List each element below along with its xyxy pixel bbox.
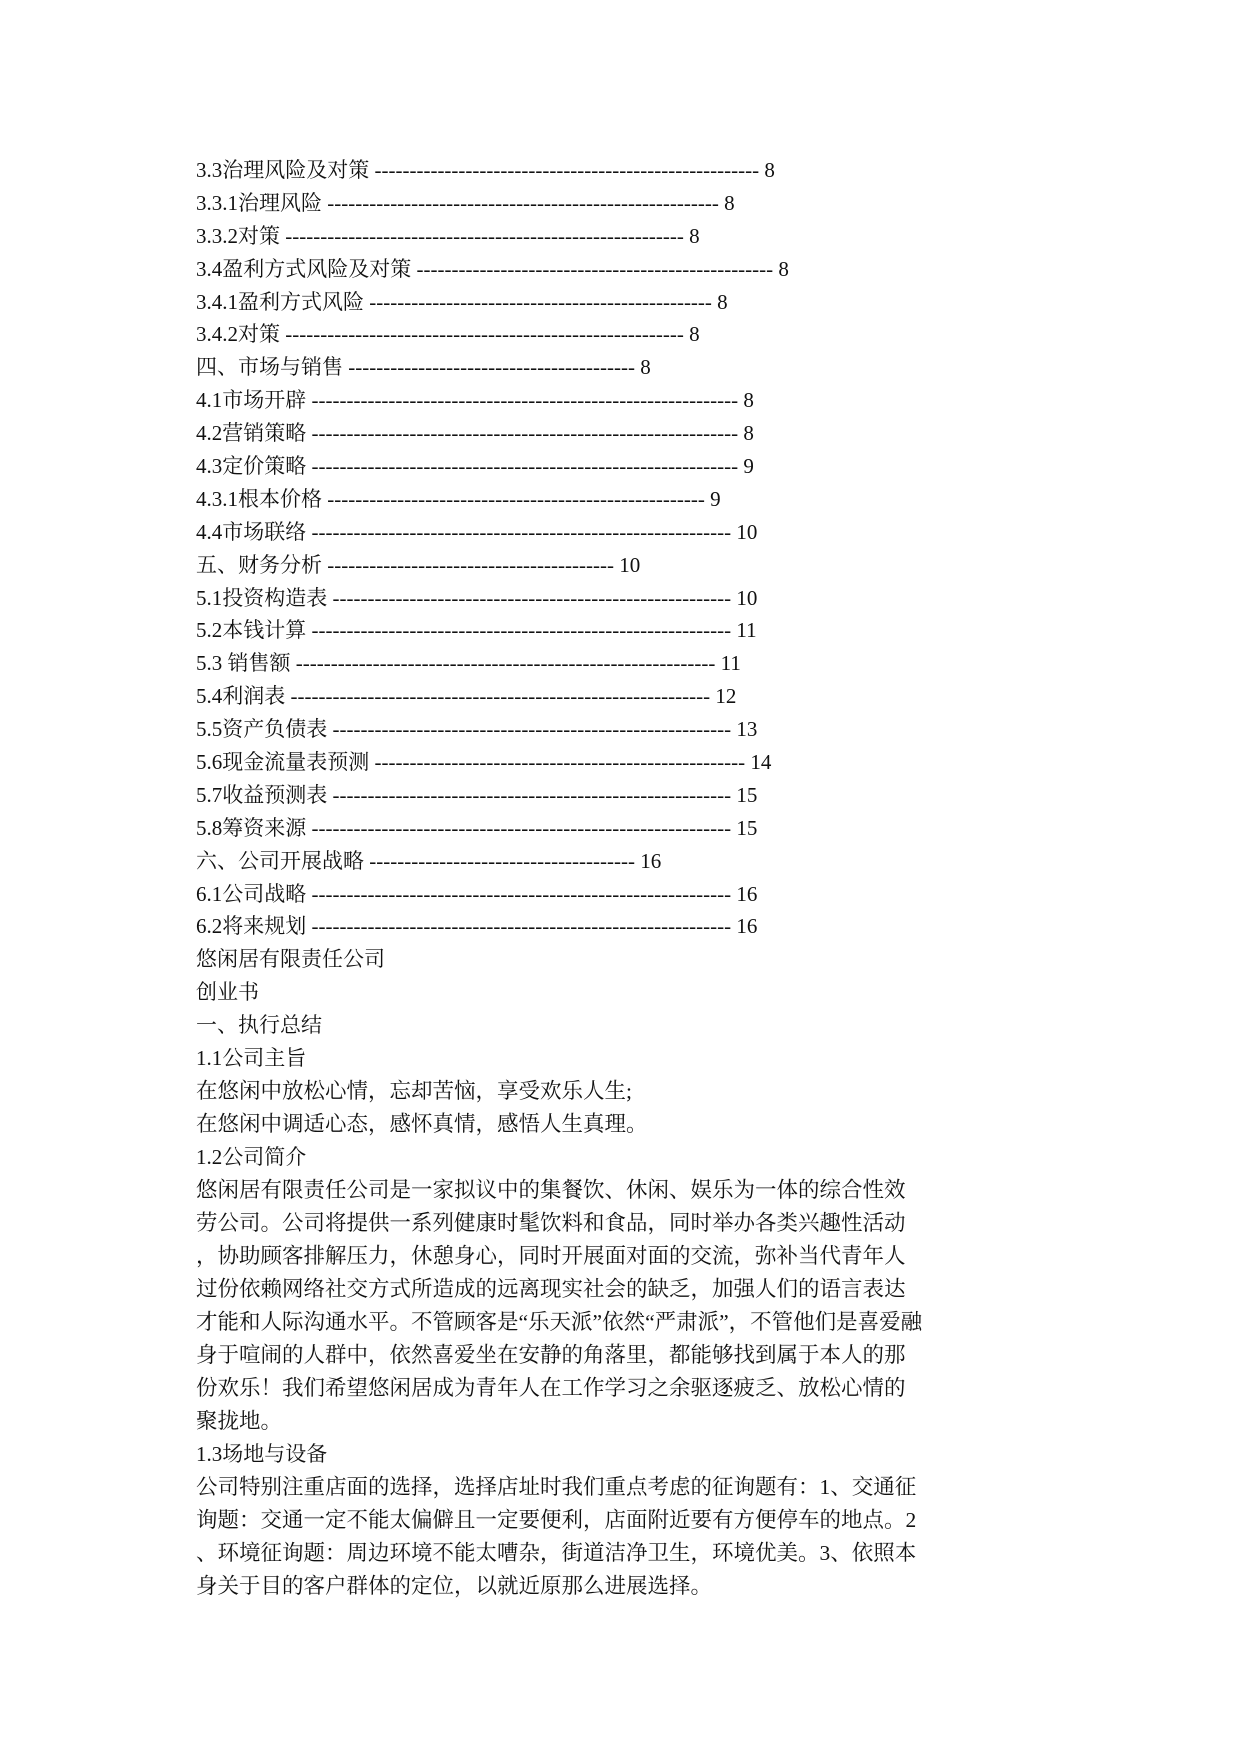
- toc-entry-title: 4.1市场开辟: [196, 388, 307, 413]
- venue-line: 公司特别注重店面的选择，选择店址时我们重点考虑的征询题有：1、交通征: [196, 1475, 917, 1500]
- toc-entry[interactable]: [196, 549, 1096, 582]
- toc-leader-dashes: -----------------------------------------: [327, 552, 614, 577]
- subsection-heading-company-profile: 1.2公司简介: [196, 1145, 307, 1170]
- toc-page-number: 9: [743, 454, 754, 479]
- toc-entry[interactable]: [196, 450, 1096, 483]
- toc-entry-title: 4.3.1根本价格: [196, 486, 322, 511]
- toc-page-number: 16: [736, 881, 758, 906]
- profile-line: 才能和人际沟通水平。不管顾客是“乐天派”依然“严肃派”，不管他们是喜爱融: [196, 1310, 923, 1335]
- profile-line: ，协助顾客排解压力，休憩身心，同时开展面对面的交流，弥补当代青年人: [196, 1244, 906, 1269]
- toc-leader-dashes: -------------------------------------------------------------: [311, 421, 739, 446]
- toc-entry[interactable]: [196, 647, 1096, 680]
- toc-leader-dashes: ---------------------------------------------------------: [285, 223, 684, 248]
- toc-page-number: 8: [764, 158, 775, 182]
- toc-entry[interactable]: [196, 713, 1096, 746]
- profile-line: 过份依赖网络社交方式所造成的远离现实社会的缺乏，加强人们的语言表达: [196, 1277, 906, 1302]
- toc-entry[interactable]: [196, 582, 1096, 615]
- toc-page-number: 8: [689, 322, 700, 347]
- toc-entry[interactable]: [196, 910, 1096, 943]
- toc-entry[interactable]: [196, 286, 1096, 319]
- toc-leader-dashes: ------------------------------------------------------------: [295, 651, 716, 676]
- profile-line: 悠闲居有限责任公司是一家拟议中的集餐饮、休闲、娱乐为一体的综合性效: [196, 1178, 906, 1203]
- toc-leader-dashes: --------------------------------------: [369, 848, 635, 873]
- toc-page-number: 11: [720, 651, 741, 676]
- toc-leader-dashes: ------------------------------------------------------------: [311, 618, 732, 643]
- subsection-heading-venue-equipment: 1.3场地与设备: [196, 1442, 328, 1467]
- toc-page-number: 8: [743, 388, 754, 413]
- toc-entry[interactable]: [196, 318, 1096, 351]
- toc-page-number: 10: [736, 585, 758, 610]
- toc-page-number: 15: [736, 815, 758, 840]
- profile-line: 劳公司。公司将提供一系列健康时髦饮料和食品，同时举办各类兴趣性活动: [196, 1211, 906, 1236]
- toc-entry-title: 5.5资产负债表: [196, 717, 328, 742]
- toc-entry-title: 5.7收益预测表: [196, 782, 328, 807]
- toc-leader-dashes: -----------------------------------------: [348, 355, 635, 380]
- toc-entry[interactable]: [196, 351, 1096, 384]
- toc-entry[interactable]: [196, 253, 1096, 286]
- toc-entry[interactable]: [196, 187, 1096, 220]
- toc-entry-title: 3.4盈利方式风险及对策: [196, 256, 412, 281]
- toc-leader-dashes: ------------------------------------------------------------: [290, 684, 711, 709]
- toc-entry[interactable]: [196, 746, 1096, 779]
- toc-entry-title: 4.3定价策略: [196, 454, 307, 479]
- toc-entry-title: 6.2将来规划: [196, 914, 307, 939]
- toc-leader-dashes: ------------------------------------------------------: [327, 486, 705, 511]
- toc-page-number: 14: [750, 750, 772, 775]
- toc-entry-title: 5.6现金流量表预测: [196, 750, 370, 775]
- toc-entry-title: 5.4利润表: [196, 684, 286, 709]
- toc-entry-title: 3.3治理风险及对策: [196, 158, 370, 182]
- document-body: [196, 943, 1096, 1603]
- toc-leader-dashes: ---------------------------------------------------------: [332, 782, 732, 807]
- profile-line: 份欢乐！我们希望悠闲居成为青年人在工作学习之余驱逐疲乏、放松心情的: [196, 1376, 906, 1401]
- toc-entry[interactable]: [196, 680, 1096, 713]
- toc-leader-dashes: ------------------------------------------------------------: [311, 914, 732, 939]
- subsection-heading-mission: 1.1公司主旨: [196, 1046, 307, 1071]
- toc-entry-title: 3.4.1盈利方式风险: [196, 289, 364, 314]
- toc-leader-dashes: ---------------------------------------------------------: [332, 717, 732, 742]
- toc-entry-title: 3.3.2对策: [196, 223, 280, 248]
- toc-entry-title: 5.8筹资来源: [196, 815, 307, 840]
- toc-leader-dashes: ---------------------------------------------------------: [285, 322, 684, 347]
- toc-entry[interactable]: [196, 878, 1096, 911]
- toc-page-number: 12: [715, 684, 737, 709]
- toc-entry[interactable]: [196, 812, 1096, 845]
- toc-page-number: 9: [710, 486, 721, 511]
- document-page: [196, 154, 1096, 1603]
- toc-page-number: 8: [743, 421, 754, 446]
- toc-page-number: 11: [736, 618, 757, 643]
- toc-entry[interactable]: [196, 154, 1096, 187]
- toc-entry[interactable]: [196, 779, 1096, 812]
- toc-entry-title: 5.1投资构造表: [196, 585, 328, 610]
- toc-entry-title: 6.1公司战略: [196, 881, 307, 906]
- table-of-contents: [196, 154, 1096, 943]
- toc-page-number: 16: [736, 914, 758, 939]
- toc-page-number: 8: [778, 256, 789, 281]
- toc-leader-dashes: ---------------------------------------------------: [416, 256, 774, 281]
- toc-entry[interactable]: [196, 220, 1096, 253]
- toc-entry-title: 六、公司开展战略: [196, 848, 364, 873]
- toc-page-number: 16: [640, 848, 662, 873]
- toc-entry-title: 3.3.1治理风险: [196, 190, 322, 215]
- toc-entry[interactable]: [196, 417, 1096, 450]
- venue-line: 、环境征询题：周边环境不能太嘈杂，街道洁净卫生，环境优美。3、依照本: [196, 1541, 917, 1566]
- toc-entry-title: 4.4市场联络: [196, 519, 307, 544]
- toc-entry[interactable]: [196, 483, 1096, 516]
- toc-page-number: 10: [736, 519, 758, 544]
- toc-leader-dashes: ---------------------------------------------------------: [332, 585, 732, 610]
- toc-page-number: 8: [640, 355, 651, 380]
- toc-entry[interactable]: [196, 516, 1096, 549]
- profile-line: 聚拢地。: [196, 1409, 283, 1434]
- profile-line: 身于喧闹的人群中，依然喜爱坐在安静的角落里，都能够找到属于本人的那: [196, 1343, 906, 1368]
- toc-leader-dashes: -------------------------------------------------------: [374, 158, 760, 182]
- toc-page-number: 8: [717, 289, 728, 314]
- toc-entry[interactable]: [196, 614, 1096, 647]
- toc-entry-title: 5.2本钱计算: [196, 618, 307, 643]
- toc-leader-dashes: -------------------------------------------------------------: [311, 388, 739, 413]
- section-heading-executive-summary: 一、执行总结: [196, 1013, 322, 1038]
- document-title: 创业书: [196, 980, 259, 1005]
- toc-leader-dashes: ------------------------------------------------------------: [311, 519, 732, 544]
- toc-entry-title: 4.2营销策略: [196, 421, 307, 446]
- toc-page-number: 8: [724, 190, 735, 215]
- toc-entry-title: 3.4.2对策: [196, 322, 280, 347]
- toc-entry-title: 五、财务分析: [196, 552, 322, 577]
- toc-leader-dashes: -------------------------------------------------------------: [311, 454, 739, 479]
- toc-page-number: 10: [619, 552, 641, 577]
- toc-leader-dashes: -----------------------------------------------------: [374, 750, 746, 775]
- mission-line: 在悠闲中放松心情，忘却苦恼，享受欢乐人生;: [196, 1079, 632, 1104]
- toc-leader-dashes: ------------------------------------------------------------: [311, 881, 732, 906]
- toc-page-number: 15: [736, 782, 758, 807]
- toc-page-number: 8: [689, 223, 700, 248]
- mission-line: 在悠闲中调适心态，感怀真情，感悟人生真理。: [196, 1112, 648, 1137]
- toc-entry[interactable]: [196, 384, 1096, 417]
- venue-line: 身关于目的客户群体的定位，以就近原那么进展选择。: [196, 1574, 713, 1599]
- toc-leader-dashes: ------------------------------------------------------------: [311, 815, 732, 840]
- company-name: 悠闲居有限责任公司: [196, 947, 385, 972]
- toc-leader-dashes: --------------------------------------------------------: [327, 190, 719, 215]
- toc-entry[interactable]: [196, 845, 1096, 878]
- toc-entry-title: 四、市场与销售: [196, 355, 343, 380]
- toc-entry-title: 5.3 销售额: [196, 651, 291, 676]
- toc-page-number: 13: [736, 717, 758, 742]
- venue-line: 询题：交通一定不能太偏僻且一定要便利，店面附近要有方便停车的地点。2: [196, 1508, 917, 1533]
- toc-leader-dashes: -------------------------------------------------: [369, 289, 712, 314]
